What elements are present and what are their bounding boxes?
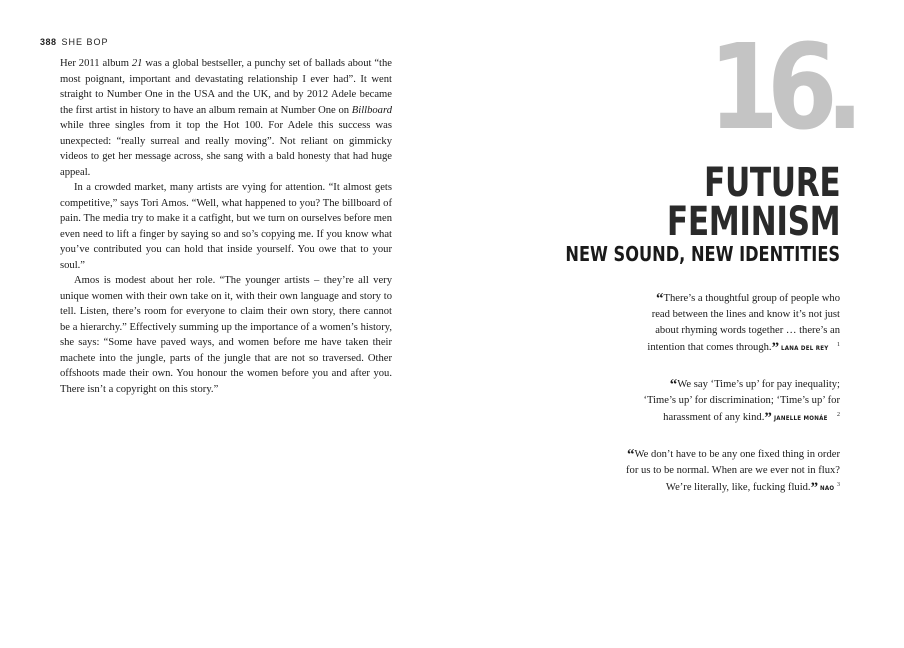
- open-quote-mark: “: [655, 291, 664, 307]
- epigraph-quote: [625, 447, 840, 497]
- chapter-title: [666, 160, 840, 245]
- quote-attribution: LANA DEL REY: [781, 344, 829, 352]
- chapter-number: 16.: [708, 18, 852, 156]
- chapter-title-line: FEMINISM: [666, 199, 840, 245]
- footnote-marker: 2: [837, 412, 840, 418]
- quote-text: We say ‘Time’s up’ for pay inequality; ‘Time’s up’ for discrimination; ‘Time’s up’ for harassment of any kind.: [643, 378, 840, 423]
- paragraph: In a crowded market, many artists are vying for attention. “It almost gets competitive,” says Tori Amos. “Well, what happened to you? The billboard of pain. The media try to make it a catfight, but we turn on ourselves before men even need to lift a finger by saying so and so’s copying me. If you know what you’ve contributed you can hold that inside yourself. You owe that to your soul.”: [60, 182, 392, 271]
- chapter-title-line: FUTURE: [703, 160, 840, 206]
- paragraph: [60, 56, 392, 180]
- publication-title: Billboard: [351, 104, 392, 116]
- quote-text: There’s a thoughtful group of people who read between the lines and know it’s not just about rhyming words together … there’s an intention that comes through.: [647, 293, 840, 353]
- page-number: 388: [40, 37, 57, 47]
- right-page: [452, 0, 904, 648]
- book-title: SHE BOP: [61, 37, 109, 47]
- quote-attribution: JANELLE MONÁE: [773, 414, 828, 422]
- chapter-subtitle: NEW SOUND, NEW IDENTITIES: [565, 242, 840, 266]
- close-quote-mark: ”: [771, 340, 780, 356]
- quote-attribution: NAO: [820, 484, 835, 492]
- album-title: 21: [131, 58, 143, 69]
- epigraph-quote: [625, 291, 840, 357]
- paragraph-text: was a global bestseller, a punchy set of ballads about “the most poignant, important and devastating relationship I ever had”. It went straight to Number One in the USA and the UK, and by 2012 Adele became the first artist in history to have an album remain at Number One on: [60, 58, 392, 116]
- close-quote-mark: ”: [810, 480, 819, 496]
- footnote-marker: 3: [837, 482, 840, 488]
- quote-text: We don’t have to be any one fixed thing in order for us to be normal. When are we ever not in flux? We’re literally, like, fucking fluid.: [626, 448, 840, 493]
- close-quote-mark: ”: [764, 410, 772, 426]
- epigraph-quotes: [625, 291, 840, 517]
- paragraph-text: Her 2011 album: [60, 58, 132, 69]
- body-text: [60, 56, 392, 397]
- open-quote-mark: “: [627, 446, 635, 463]
- open-quote-mark: “: [669, 376, 678, 393]
- epigraph-quote: [625, 377, 840, 427]
- running-head: [40, 37, 109, 47]
- paragraph: Amos is modest about her role. “The younger artists – they’re all very unique women with their own take on it, with their own language and story to tell. Listen, there’s room for everyone to claim their own story, there cannot be a hierarchy.” Effectively summing up the importance of a women’s history, she says: “Some have paved ways, and women before me have taken their machete into the jungle, parts of the jungle that are not so traversed. Other offshoots made their own. You honour the women before you and after you. There isn’t a copyright on this story.”: [60, 275, 392, 395]
- footnote-marker: 1: [837, 342, 840, 348]
- paragraph-text: while three singles from it top the Hot 100. For Adele this success was unexpected: “really surreal and really moving”. Not reliant on gimmicky videos to get her message across, she sang with a bald honesty that had huge appeal.: [60, 120, 392, 178]
